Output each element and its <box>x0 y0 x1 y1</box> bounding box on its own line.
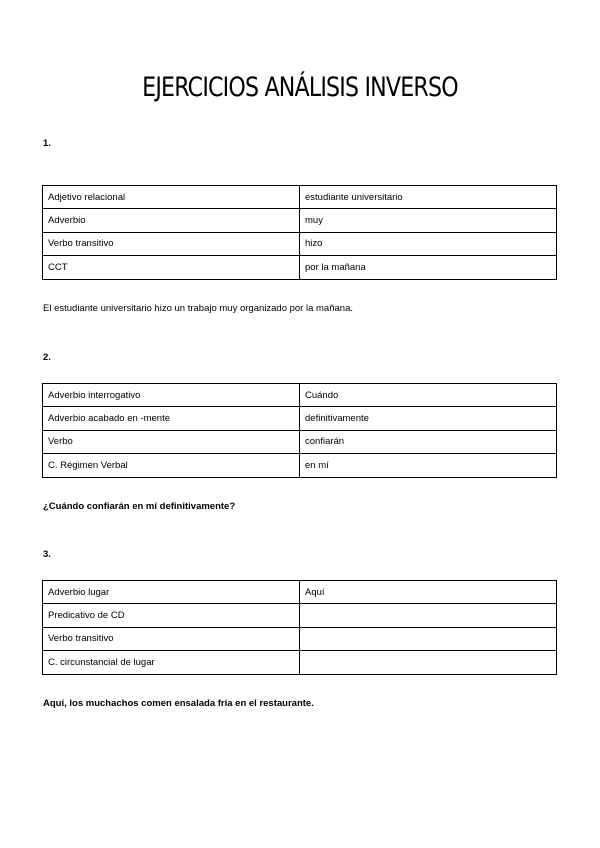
category-cell: CCT <box>43 256 300 279</box>
exercise-2-number: 2. <box>43 352 51 363</box>
word-cell <box>300 604 557 627</box>
category-cell: Verbo transitivo <box>43 627 300 650</box>
category-cell: C. Régimen Verbal <box>43 454 300 477</box>
table-row <box>43 454 557 477</box>
page-title: EJERCICIOS ANÁLISIS INVERSO <box>142 72 458 103</box>
exercise-3-sentence: Aquí, los muchachos comen ensalada fría en el restaurante. <box>43 698 314 709</box>
category-cell: Adverbio interrogativo <box>43 384 300 407</box>
exercise-1-number: 1. <box>43 138 51 149</box>
exercise-2-table <box>42 383 557 478</box>
category-cell: Adjetivo relacional <box>43 186 300 209</box>
table-row <box>43 209 557 232</box>
word-cell: confiarán <box>300 430 557 453</box>
word-cell: Aquí <box>300 581 557 604</box>
word-cell: hizo <box>300 232 557 255</box>
exercise-1-table <box>42 185 557 280</box>
table-row <box>43 430 557 453</box>
table-row <box>43 651 557 674</box>
word-cell: definitivamente <box>300 407 557 430</box>
exercise-2-sentence: ¿Cuándo confiarán en mí definitivamente? <box>43 501 236 512</box>
word-cell: Cuándo <box>300 384 557 407</box>
category-cell: C. circunstancial de lugar <box>43 651 300 674</box>
table-row <box>43 256 557 279</box>
word-cell <box>300 651 557 674</box>
word-cell: muy <box>300 209 557 232</box>
exercise-1-sentence: El estudiante universitario hizo un trabajo muy organizado por la mañana. <box>43 303 353 314</box>
category-cell: Verbo <box>43 430 300 453</box>
category-cell: Adverbio lugar <box>43 581 300 604</box>
word-cell: estudiante universitario <box>300 186 557 209</box>
table-row <box>43 604 557 627</box>
table-row <box>43 627 557 650</box>
category-cell: Verbo transitivo <box>43 232 300 255</box>
exercise-3-table <box>42 580 557 675</box>
table-row <box>43 407 557 430</box>
word-cell <box>300 627 557 650</box>
word-cell: por la mañana <box>300 256 557 279</box>
category-cell: Adverbio <box>43 209 300 232</box>
category-cell: Predicativo de CD <box>43 604 300 627</box>
table-row <box>43 581 557 604</box>
table-row <box>43 186 557 209</box>
table-row <box>43 232 557 255</box>
word-cell: en mí <box>300 454 557 477</box>
table-row <box>43 384 557 407</box>
category-cell: Adverbio acabado en -mente <box>43 407 300 430</box>
exercise-3-number: 3. <box>43 549 51 560</box>
